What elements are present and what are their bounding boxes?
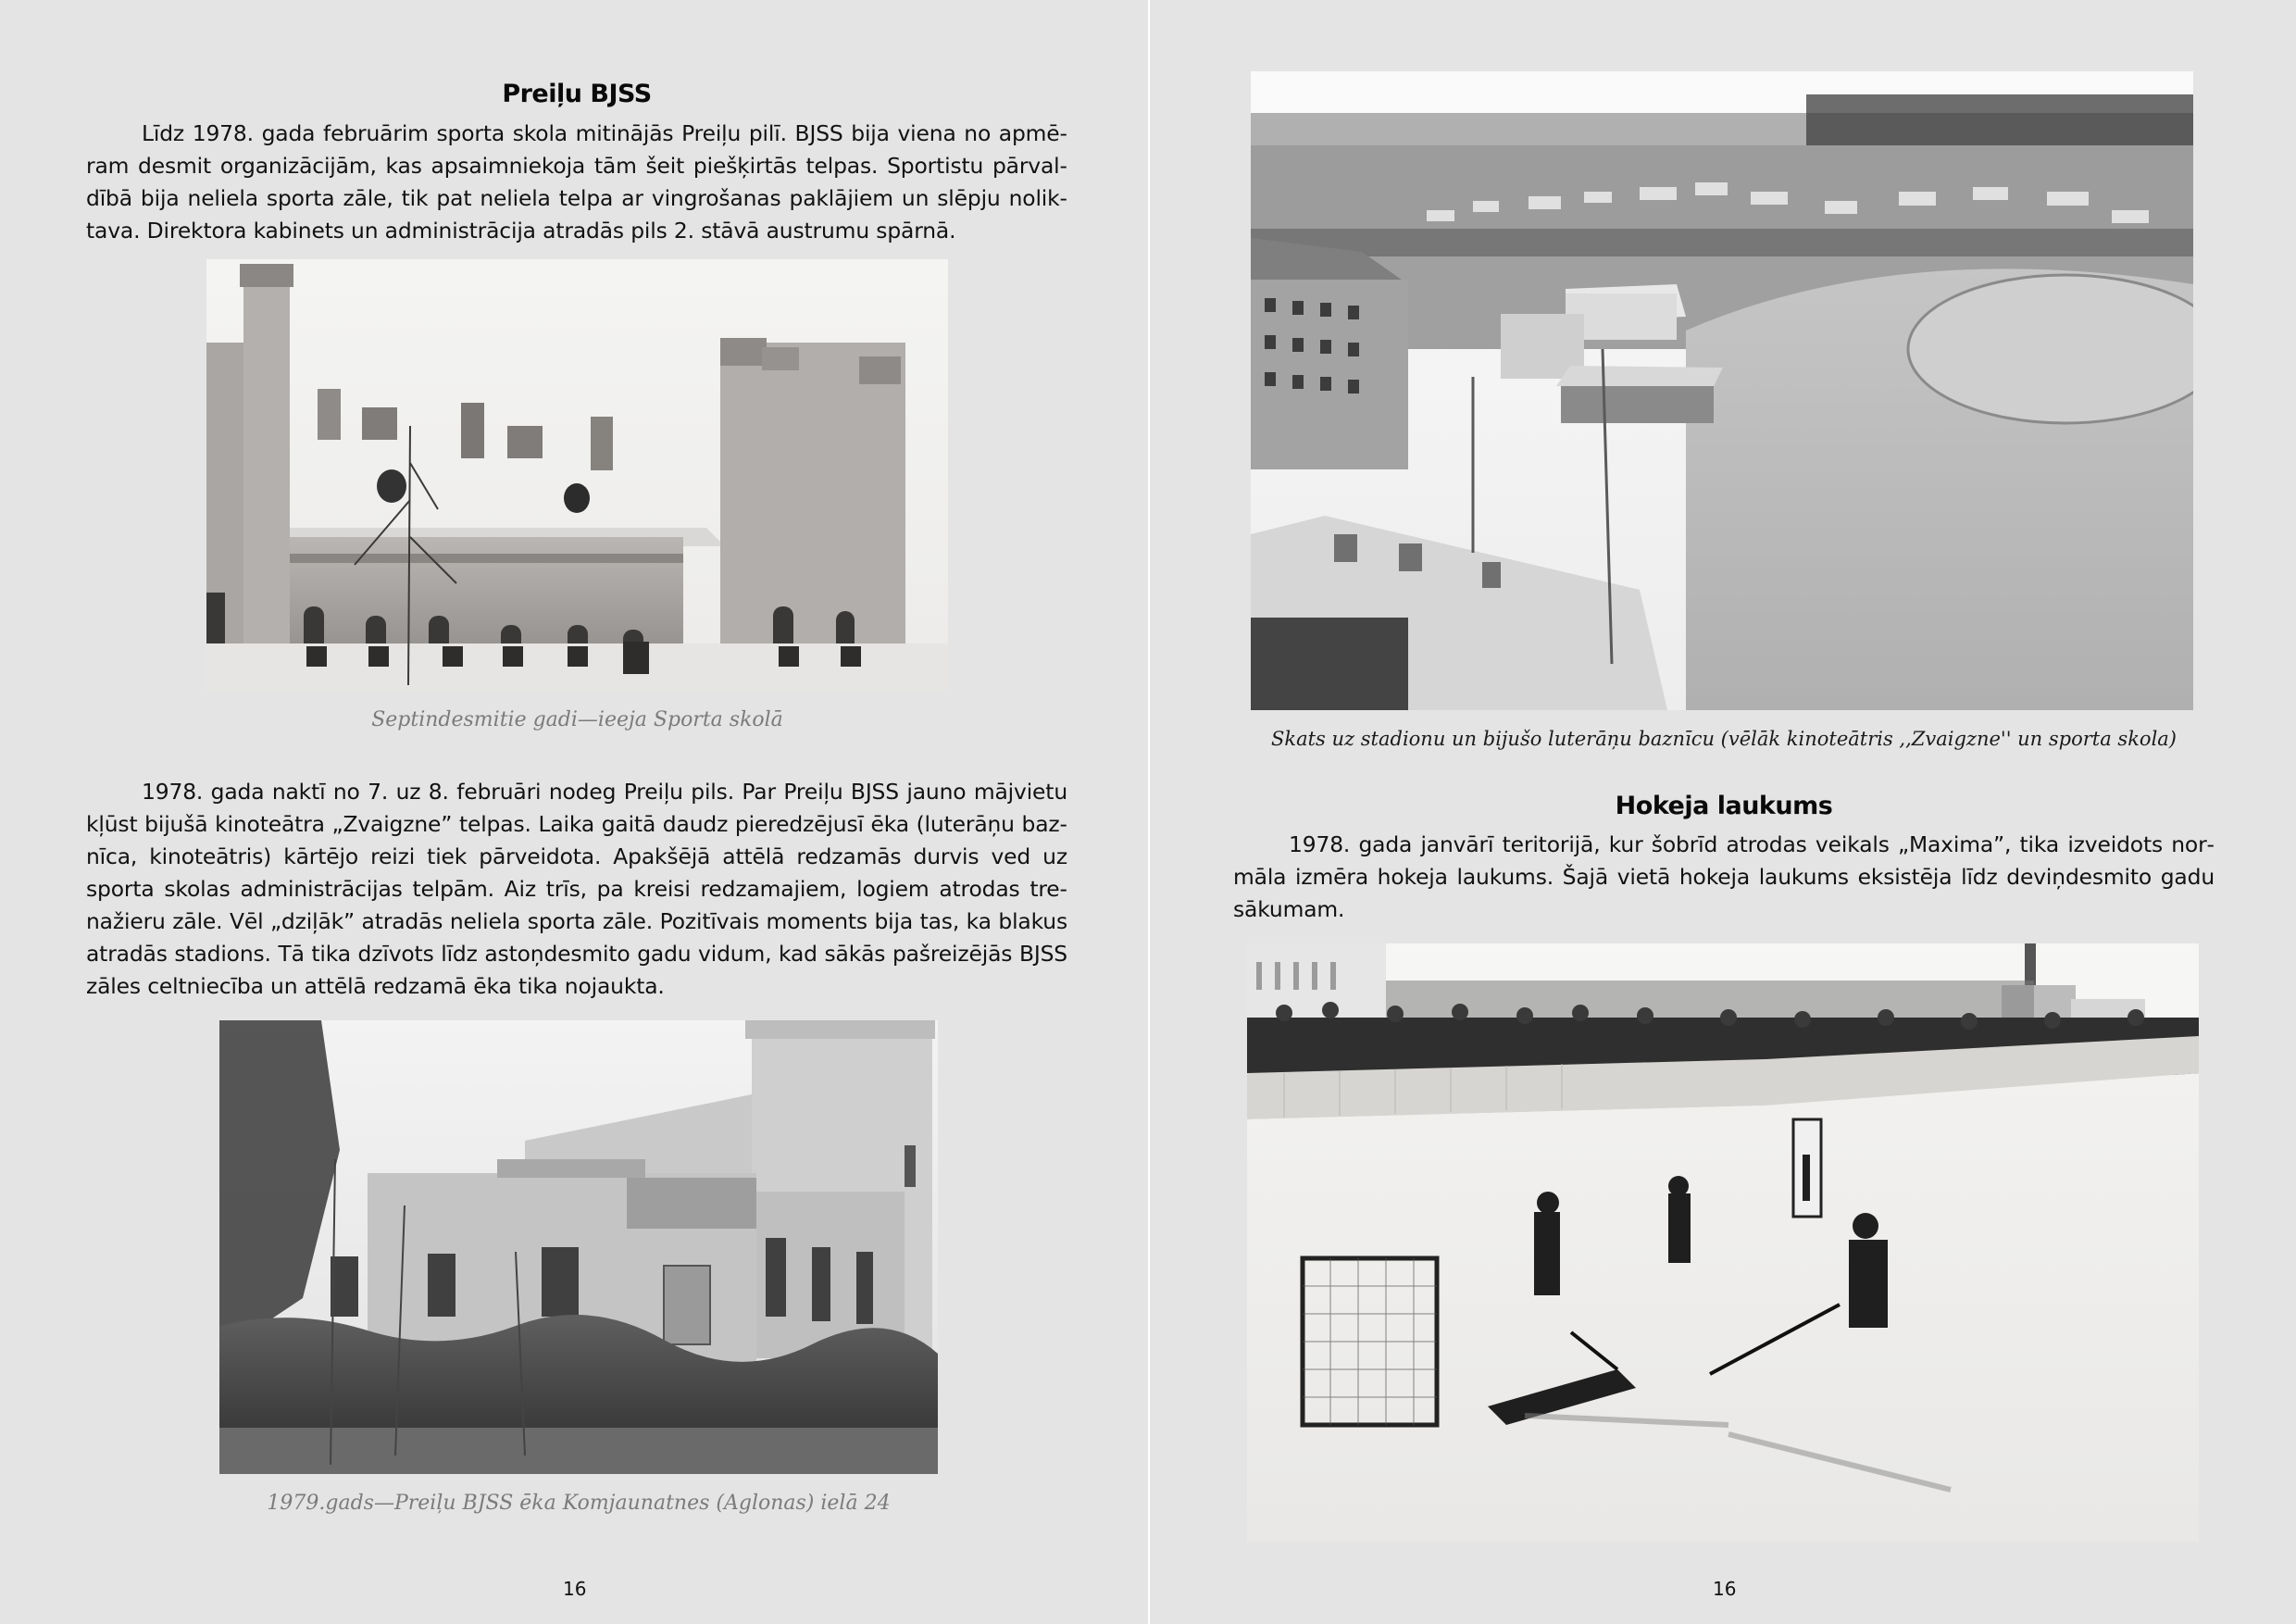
photo-stadium-church-aerial	[1251, 71, 2193, 710]
caption-building-photo: 1979.gads—Preiļu BJSS ēka Komjaunatnes (Aglonas) ielā 24	[267, 1492, 891, 1515]
paragraph-hockey-rink	[1233, 829, 2215, 926]
caption-castle-photo: Septindesmitie gadi—ieeja Sporta skolā	[371, 708, 783, 731]
page-number-left: 16	[563, 1578, 587, 1600]
section-heading-preilu-bjss: Preiļu BJSS	[502, 80, 652, 108]
photo-hockey-game	[1247, 943, 2199, 1542]
paragraph-text: Līdz 1978. gada februārim sporta skola mitinājās Preiļu pilī. BJSS bija viena no apmēram desmit organizācijām, kas apsaimniekoja tām šeit piešķirtās telpas. Sportistu pārvaldībā bija neliela sporta zāle, tik pat neliela telpa ar vingrošanas paklājiem un slēpju noliktava. Direktora kabinets un administrācija atradās pils 2. stāvā austrumu spārnā.	[86, 120, 1067, 244]
paragraph-text: 1978. gada janvārī teritorijā, kur šobrīd atrodas veikals „Maxima”, tika izveidots normāla izmēra hokeja laukums. Šajā vietā hokeja laukums eksistēja līdz deviņdesmito gadu sākumam.	[1233, 831, 2215, 922]
paragraph-text: 1978. gada naktī no 7. uz 8. februāri nodeg Preiļu pils. Par Preiļu BJSS jauno mājvietu kļūst bijušā kinoteātra „Zvaigzne” telpas. Laika gaitā daudz pieredzējusī ēka (luterāņu baznīca, kinoteātris) kārtējo reizi tiek pārveidota. Apakšējā attēlā redzamās durvis ved uz sporta skolas administrācijas telpām. Aiz trīs, pa kreisi redzamajiem, logiem atrodas trenažieru zāle. Vēl „dziļāk” atradās neliela sporta zāle. Pozitīvais moments bija tas, ka blakus atradās stadions. Tā tika dzīvots līdz astoņdesmito gadu vidum, kad sākās pašreizējās BJSS zāles celtniecība un attēlā redzamā ēka tika nojaukta.	[86, 779, 1067, 999]
page-number-right: 16	[1713, 1578, 1737, 1600]
section-heading-hockey-rink: Hokeja laukums	[1615, 792, 1833, 820]
caption-stadium-photo: Skats uz stadionu un bijušo luterāņu baznīcu (vēlāk kinoteātris ,,Zvaigzne'' un sporta skola)	[1270, 728, 2177, 750]
